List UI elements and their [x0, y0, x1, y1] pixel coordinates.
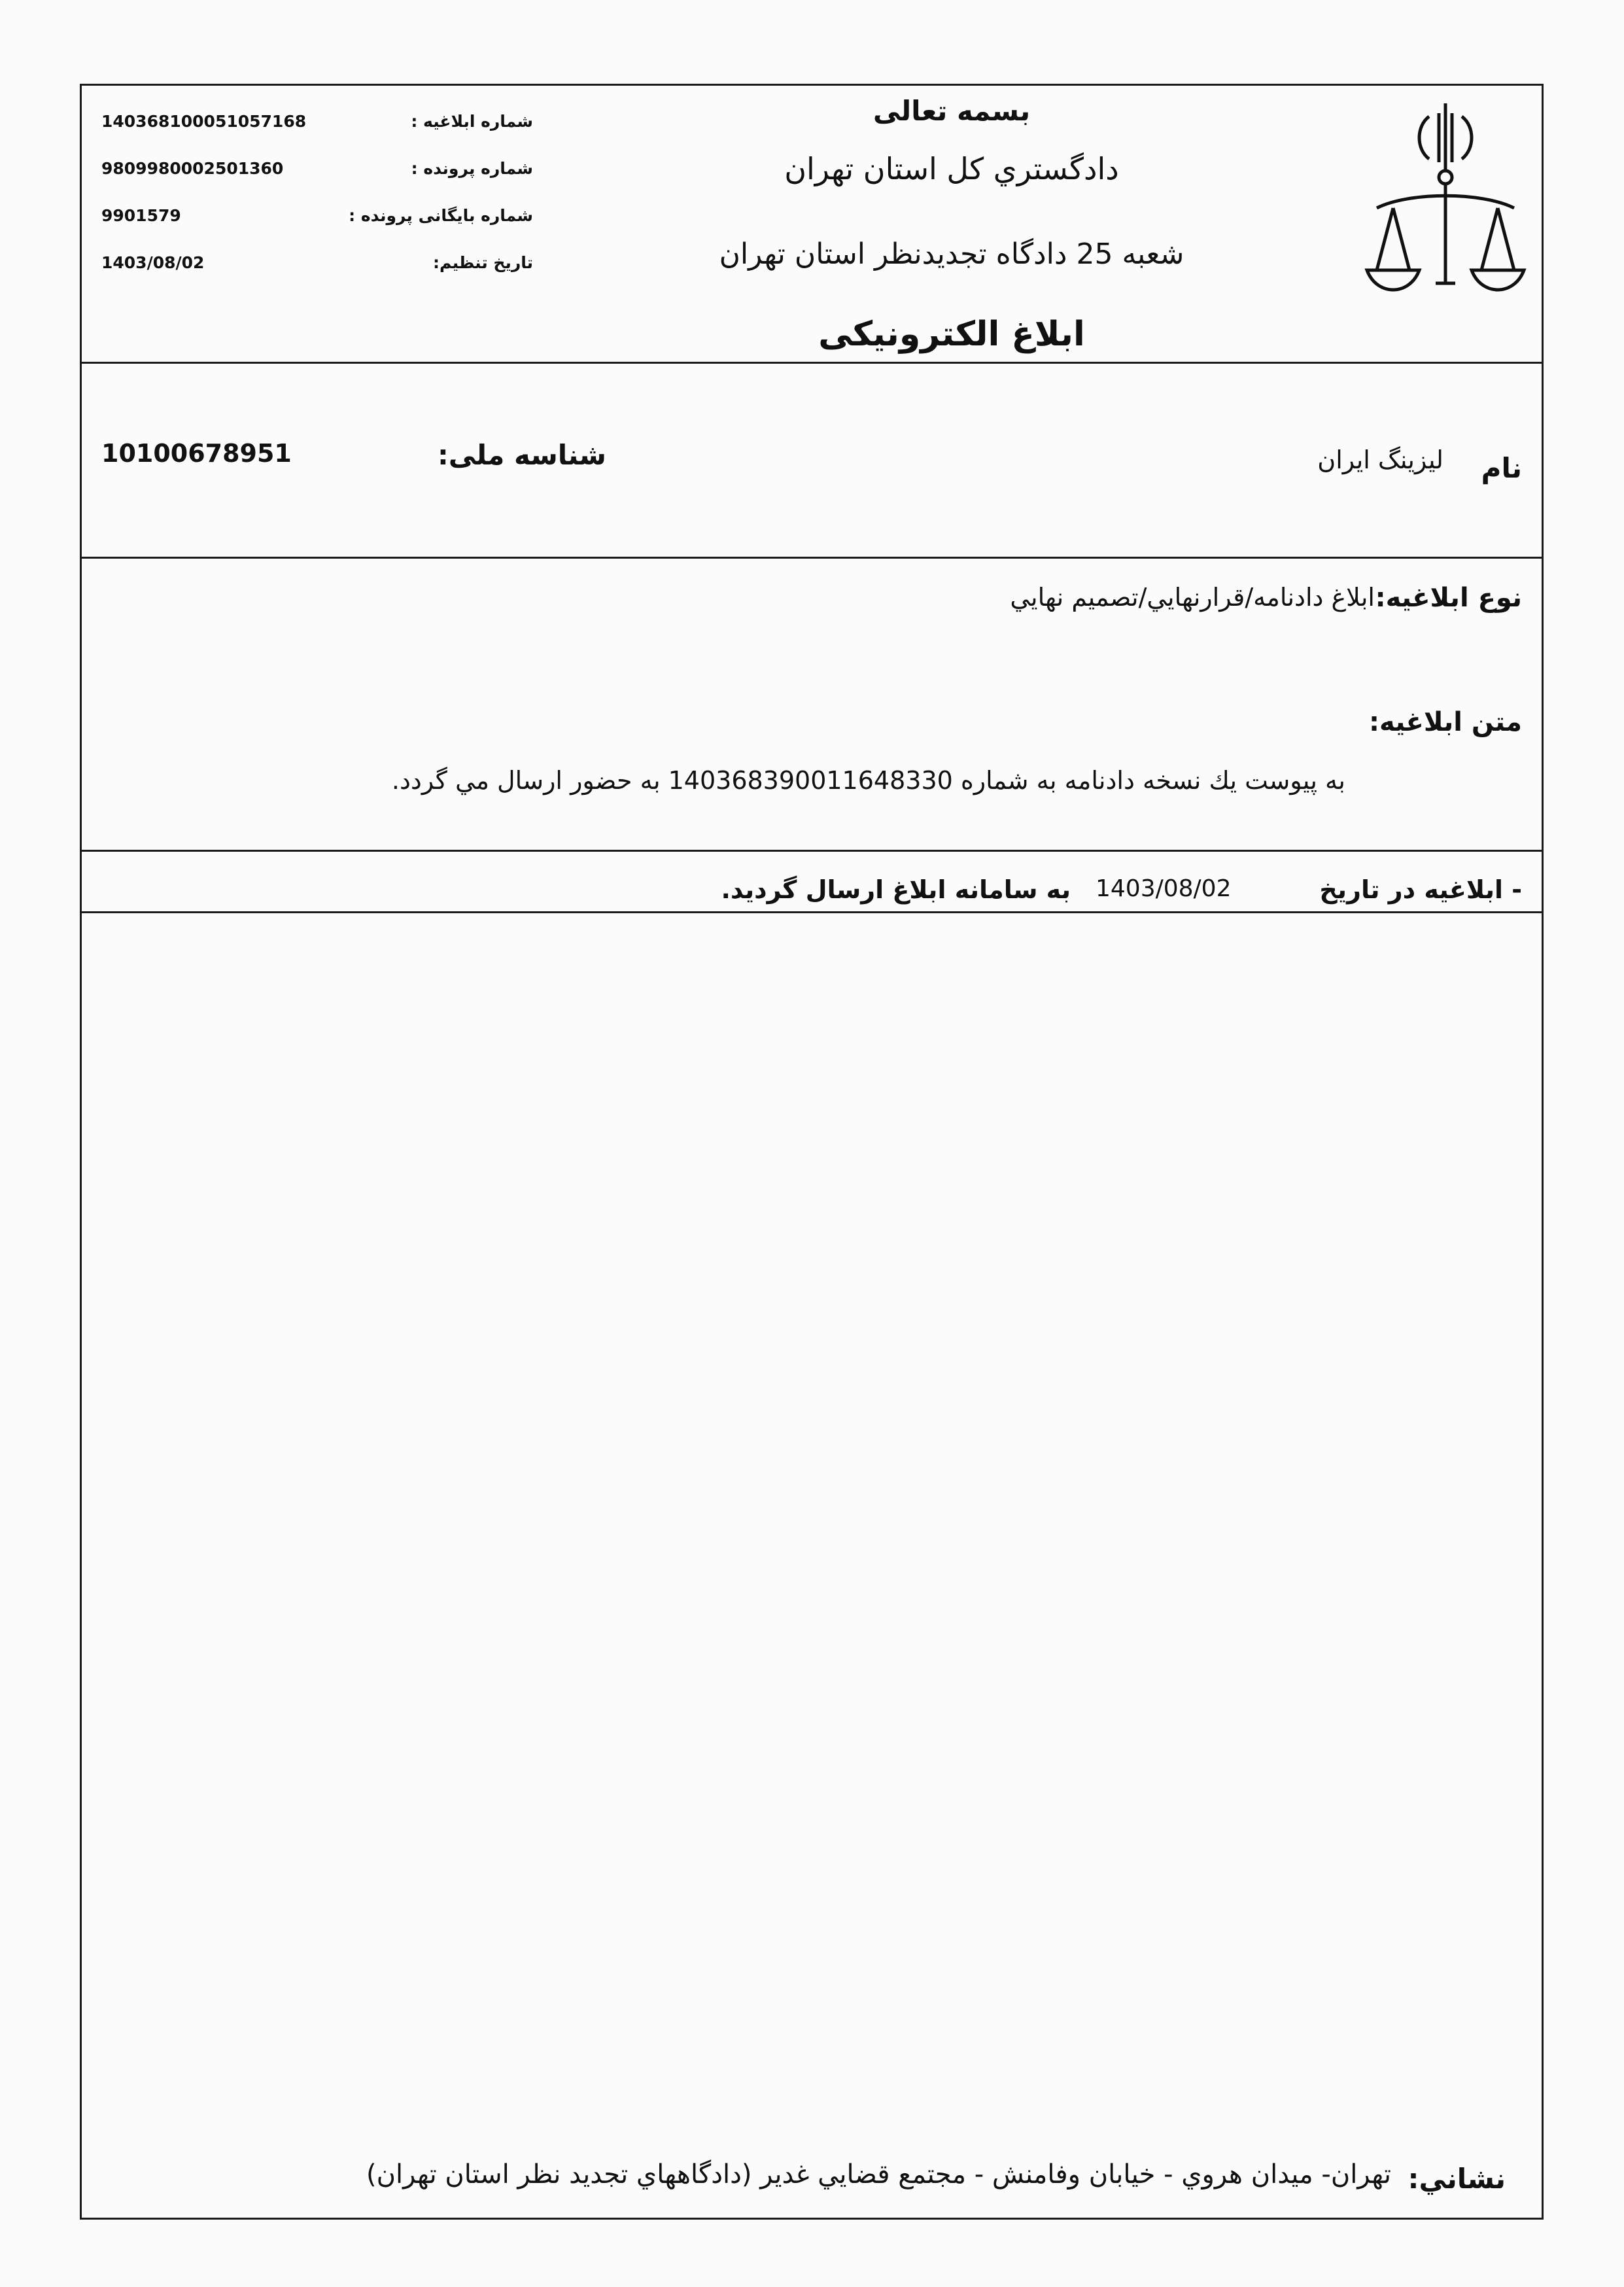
divider [82, 557, 1542, 559]
national-id-value: 10100678951 [101, 439, 292, 468]
notice-text-label: متن ابلاغیه: [1368, 707, 1522, 737]
bism-heading: بسمه تعالی [872, 95, 1031, 127]
name-label: نام [1481, 452, 1522, 484]
meta-label: تاریخ تنظیم: [432, 253, 533, 272]
meta-label: شماره پرونده : [411, 159, 533, 178]
meta-case-number [101, 159, 533, 185]
sent-label: - ابلاغیه در تاریخ [1319, 875, 1522, 904]
meta-archive-number [101, 206, 533, 232]
notice-type-value: ابلاغ دادنامه/قرارنهايي/تصميم نهايي [1010, 583, 1375, 612]
recipient-name: لیزینگ ایران [1317, 445, 1443, 474]
judiciary-emblem-icon [1364, 94, 1527, 309]
national-id-label: شناسه ملی: [437, 439, 606, 471]
meta-value: 9809980002501360 [101, 159, 284, 178]
meta-label: شماره ابلاغیه : [411, 112, 533, 131]
divider [82, 850, 1542, 852]
address-value: تهران- ميدان هروي - خيابان وفامنش - مجتمع قضايي غدير (دادگاههاي تجديد نظر استان تهران) [366, 2159, 1391, 2190]
notice-type-label: نوع ابلاغیه: [1375, 583, 1522, 613]
sent-suffix: به سامانه ابلاغ ارسال گرديد. [721, 875, 1071, 904]
divider [82, 911, 1542, 913]
notice-title: ابلاغ الكترونيكى [818, 315, 1085, 354]
meta-notice-number [101, 112, 533, 138]
notice-document [80, 84, 1544, 2220]
meta-value: 9901579 [101, 206, 181, 225]
address-label: نشاني: [1408, 2163, 1506, 2195]
divider [82, 362, 1542, 364]
meta-value: 1403/08/02 [101, 253, 205, 272]
sent-date: 1403/08/02 [1096, 875, 1232, 902]
branch-title: شعبه 25 دادگاه تجدیدنظر استان تهران [719, 237, 1184, 271]
meta-label: شماره بایگانی پرونده : [349, 206, 533, 225]
meta-issue-date [101, 253, 533, 279]
notice-text-body: به پیوست يك نسخه دادنامه به شماره 140368390011648330 به حضور ارسال مي گردد. [391, 766, 1345, 795]
department-title: دادگستري كل استان تهران [784, 151, 1119, 186]
meta-value: 140368100051057168 [101, 112, 307, 131]
